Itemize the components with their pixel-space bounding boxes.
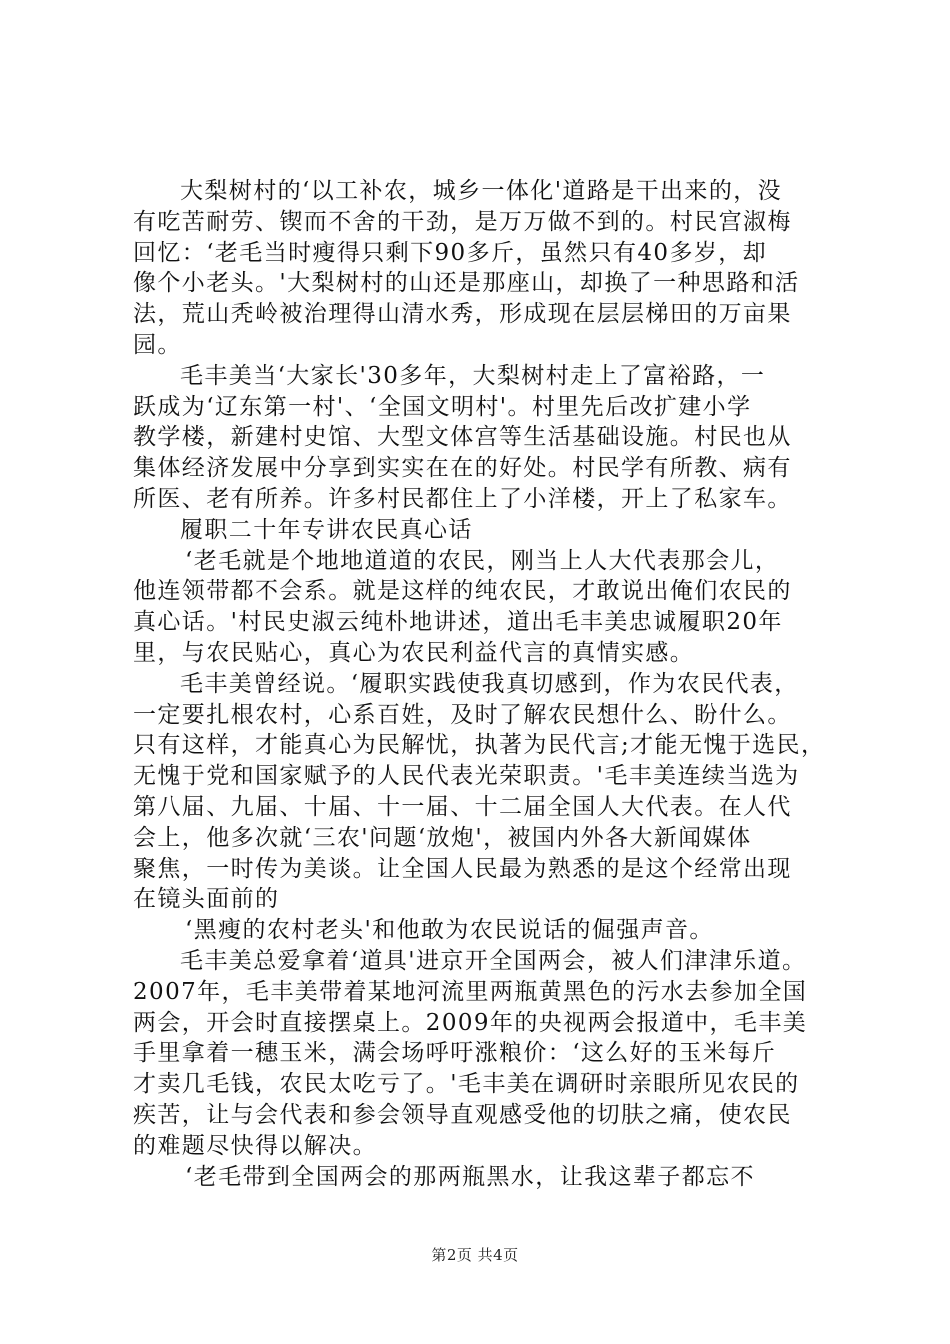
text-line: 一定要扎根农村，心系百姓，及时了解农民想什么、盼什么。 [133,701,792,728]
text-line: 他连领带都不会系。就是这样的纯农民，才敢说出俺们农民的 [133,578,792,605]
text-line: 毛丰美当‘大家长'30多年，大梨树村走上了富裕路，一 [180,362,766,389]
article-body [133,176,838,1192]
text-line: 第八届、九届、十届、十一届、十二届全国人大代表。在人代 [133,793,792,820]
page-number-footer: 第2页 共4页 [431,1246,519,1264]
text-line: 像个小老头。'大梨树村的山还是那座山，却换了一种思路和活 [133,270,800,297]
text-line: 教学楼，新建村史馆、大型文体宫等生活基础设施。村民也从 [133,424,792,451]
text-line: 会上，他多次就‘三农'问题‘放炮'，被国内外各大新闻媒体 [133,824,752,851]
text-line: 大梨树村的‘以工补农，城乡一体化'道路是干出来的，没 [180,178,783,204]
text-line: ‘黑瘦的农村老头'和他敢为农民说话的倔强声音。 [185,917,714,944]
text-line: 有吃苦耐劳、锲而不舍的干劲，是万万做不到的。村民宫淑梅 [133,208,792,235]
text-line: 才卖几毛钱，农民太吃亏了。'毛丰美在调研时亲眼所见农民的 [133,1071,800,1098]
text-line: 园。 [133,331,182,358]
text-line: 在镜头面前的 [133,886,280,913]
text-line: 疾苦，让与会代表和参会领导直观感受他的切肤之痛，使农民 [133,1101,792,1128]
text-line: 聚焦，一时传为美谈。让全国人民最为熟悉的是这个经常出现 [133,855,792,882]
text-line: 2007年，毛丰美带着某地河流里两瓶黄黑色的污水去参加全国 [133,978,808,1005]
text-line: ‘老毛就是个地地道道的农民，刚当上人大代表那会儿， [185,547,780,574]
text-line: 毛丰美总爱拿着‘道具'进京开全国两会，被人们津津乐道。 [180,947,807,974]
text-line: 的难题尽快得以解决。 [133,1132,377,1159]
text-line: 里，与农民贴心，真心为农民利益代言的真情实感。 [133,639,695,666]
text-line: 无愧于党和国家赋予的人民代表光荣职责。'毛丰美连续当选为 [133,763,800,790]
text-line: 毛丰美曾经说。‘履职实践使我真切感到，作为农民代表， [180,670,799,697]
text-line: 手里拿着一穗玉米，满会场呼吁涨粮价：‘这么好的玉米每斤 [133,1040,777,1067]
text-line: 回忆：‘老毛当时瘦得只剩下90多斤，虽然只有40多岁，却 [133,239,768,266]
text-line: 真心话。'村民史淑云纯朴地讲述，道出毛丰美忠诚履职20年 [133,609,783,636]
text-line: ‘老毛带到全国两会的那两瓶黑水，让我这辈子都忘不 [185,1163,755,1190]
section-heading: 履职二十年专讲农民真心话 [180,516,473,543]
text-line: 所医、老有所养。许多村民都住上了小洋楼，开上了私家车。 [133,485,792,512]
text-line: 法，荒山秃岭被治理得山清水秀，形成现在层层梯田的万亩果 [133,301,792,328]
text-line: 集体经济发展中分享到实实在在的好处。村民学有所教、病有 [133,455,792,482]
text-line: 两会，开会时直接摆桌上。2009年的央视两会报道中，毛丰美 [133,1009,808,1036]
text-line: 跃成为‘辽东第一村'、‘全国文明村'。村里先后改扩建小学 [133,393,752,420]
text-line: 只有这样，才能真心为民解忧，执著为民代言;才能无愧于选民， [133,732,826,759]
